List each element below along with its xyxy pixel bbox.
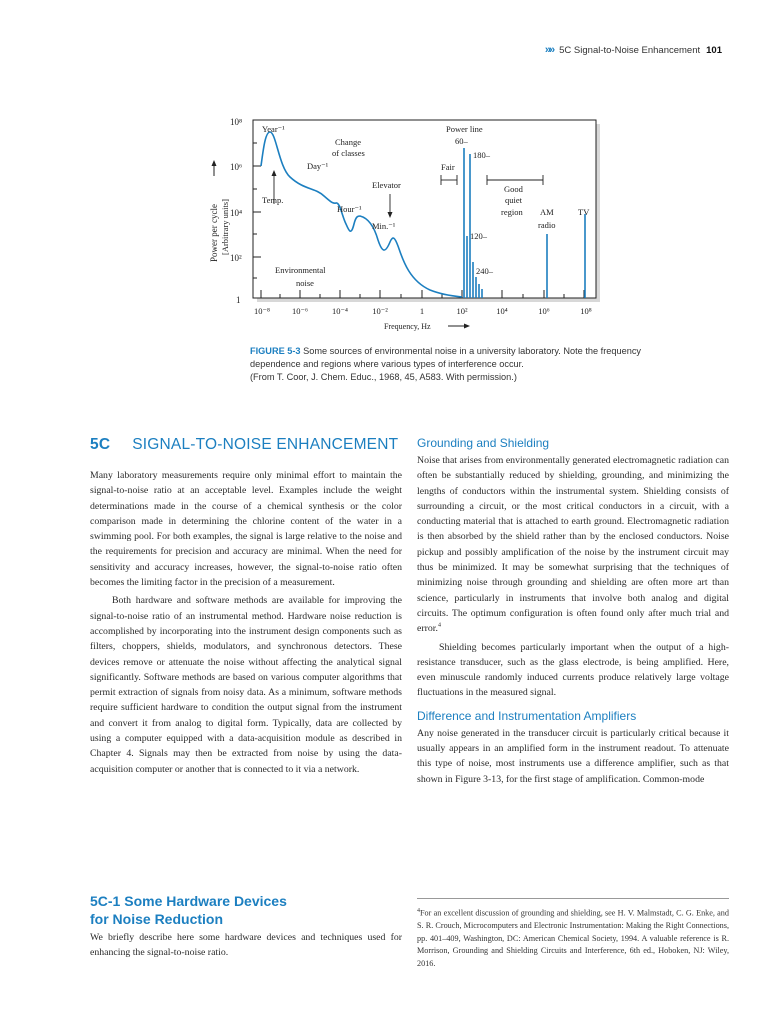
- x-tick-label: 10⁻⁶: [292, 306, 308, 316]
- chevrons-icon: »»: [544, 44, 554, 56]
- y-tick-label: 10⁸: [230, 117, 243, 127]
- annotation-good: Good: [504, 184, 523, 194]
- x-tick-label: 10⁴: [496, 306, 508, 316]
- right-column: [417, 436, 729, 787]
- y-label-line-2: [Arbitrary units]: [220, 199, 230, 255]
- footnote-reference: 4: [437, 623, 441, 629]
- annotation-min: Min.⁻¹: [372, 221, 396, 231]
- running-head: [545, 44, 722, 56]
- noise-spectrum-plot: [200, 112, 620, 344]
- y-tick-label: 10⁶: [230, 162, 243, 172]
- difference-heading: Difference and Instrumentation Amplifiers: [417, 708, 637, 723]
- annotation-240: 240–: [476, 266, 493, 276]
- section-title: SIGNAL-TO-NOISE ENHANCEMENT: [132, 436, 399, 453]
- annotation-temp: Temp.: [262, 195, 284, 205]
- figure-caption-source: (From T. Coor, J. Chem. Educ., 1968, 45, A583. With permission.): [250, 372, 517, 382]
- subsection-heading: [90, 892, 402, 928]
- grounding-paragraph-text: Noise that arises from environmentally generated electromagnetic radiation can often be substantially reduced by shielding, grounding, and minimizing the lengths of conductors within the instrumental system. Shielding consists of surrounding a circuit, or the most critical conductors in a circuit, with a conducting material that is attached to earth ground. Electromagnetic radiation is then absorbed by the shield rather than by the enclosed conductors. Noise pickup and possibly amplification of the noise by the instrument circuit may thus be minimized. It may be somewhat surprising that the techniques of minimizing noise through grounding and shielding are often more art than science, particularly in instruments that involve both analog and digital circuits. The optimum configuration is often found only after much trial and error.: [417, 455, 729, 635]
- figure-caption: [250, 345, 690, 384]
- annotation-quiet: quiet: [505, 195, 522, 205]
- x-tick-label: 10⁻²: [372, 306, 388, 316]
- figure-caption-text: Some sources of environmental noise in a university laboratory. Note the frequency dependence and regions where various types of interference occur.: [250, 346, 642, 369]
- annotation-noise: noise: [296, 278, 314, 288]
- x-tick-label: 10⁻⁴: [332, 306, 348, 316]
- grounding-heading: Grounding and Shielding: [417, 436, 550, 450]
- y-axis-label: [209, 199, 230, 262]
- annotation-environmental: Environmental: [275, 265, 326, 275]
- annotation-region: region: [501, 207, 523, 217]
- footnote-text: For an excellent discussion of grounding and shielding, see H. V. Malmstadt, C. G. Enke, and S. R. Crouch, Microcomputers and Electronic Instrumentation: Making the Right Connections, pp. 401–409, Washington, DC: American Chemical Society, 1994. A valuable reference is R. Morrison, Grounding and Shielding Circuits and Interference, 6th ed., Hoboken, NJ: Wiley, 2016.: [417, 908, 729, 968]
- annotation-power-line: Power line: [446, 124, 483, 134]
- figure-5-3: [200, 112, 620, 344]
- figure-caption-label: FIGURE 5-3: [250, 346, 301, 356]
- y-label-line-1: Power per cycle: [209, 204, 219, 262]
- running-head-title: 5C Signal-to-Noise Enhancement: [559, 44, 701, 56]
- left-column: [90, 436, 402, 777]
- x-tick-label: 1: [419, 306, 425, 316]
- y-tick-label: 10⁴: [230, 208, 243, 218]
- paragraph: Any noise generated in the transducer circuit is particularly critical because it usually appears in an amplified form in the instrument readout. To attenuate this type of noise, most instruments use a difference amplifier, such as that shown in Figure 3-13, for the first stage of amplification. Common-mode: [417, 727, 729, 785]
- x-arrow-head-icon: [464, 324, 470, 329]
- annotation-fair: Fair: [441, 162, 455, 172]
- annotation-change: Change: [335, 137, 361, 147]
- x-tick-label: 10²: [456, 306, 468, 316]
- annotation-120: 120–: [470, 231, 487, 241]
- annotation-am: AM: [540, 207, 554, 217]
- y-tick-label: 10²: [230, 253, 242, 263]
- y-tick-label: 1: [236, 295, 241, 305]
- annotation-of-classes: of classes: [332, 148, 365, 158]
- hardware-subsection: [90, 892, 402, 961]
- annotation-180: 180–: [473, 150, 490, 160]
- annotation-elevator: Elevator: [372, 180, 401, 190]
- footnote: [417, 898, 729, 970]
- x-tick-label: 10⁻⁸: [254, 306, 270, 316]
- difference-amplifiers-block: [417, 709, 729, 787]
- annotation-year: Year⁻¹: [262, 124, 285, 134]
- x-tick-label: 10⁶: [538, 306, 550, 316]
- section-number: 5C: [90, 436, 111, 453]
- annotation-tv: TV: [578, 207, 590, 217]
- paragraph: Both hardware and software methods are available for improving the signal-to-noise ratio of an instrumental method. Hardware noise reduction is accomplished by incorporating into the instrument design components such as filters, choppers, shields, modulators, and synchronous detectors. These devices remove or attenuate the noise without affecting the analytical signal significantly. Software methods are based on various computer algorithms that permit extraction of signals from noisy data. As a minimum, software methods require sufficient hardware to condition the output signal from the instrument and convert it from analog to digital form. Typically, data are collected by using a computer equipped with a data-acquisition module as described in Chapter 4. Signals may then be extracted from noise by using the data-acquisition computer or another that is connected to it via a network.: [90, 595, 402, 775]
- paragraph: [417, 453, 729, 637]
- paragraph: We briefly describe here some hardware devices and techniques used for enhancing the signal-to-noise ratio.: [90, 932, 402, 959]
- annotation-day: Day⁻¹: [307, 161, 329, 171]
- y-arrow-head-icon: [212, 160, 217, 166]
- subsection-title-line-2: for Noise Reduction: [90, 911, 224, 927]
- page-number: 101: [706, 44, 722, 56]
- footnote-mark: 4: [417, 908, 420, 914]
- x-axis-label: Frequency, Hz: [384, 322, 431, 331]
- paragraph: Shielding becomes particularly important when the output of a high-resistance transducer, such as the glass electrode, is being amplified. Here, even minuscule randomly induced currents produce relatively large voltage fluctuations in the measured signal.: [417, 641, 729, 699]
- annotation-hour: Hour⁻¹: [337, 204, 362, 214]
- annotation-radio: radio: [538, 220, 556, 230]
- section-heading: [90, 436, 402, 454]
- annotation-60: 60–: [455, 136, 468, 146]
- x-tick-label: 10⁸: [580, 306, 592, 316]
- subsection-title-line-1: 5C-1 Some Hardware Devices: [90, 893, 287, 909]
- paragraph: Many laboratory measurements require only minimal effort to maintain the signal-to-noise ratio at an acceptable level. Examples include the weight determinations made in the course of a chemical synthesis or the color comparison made in determining the chlorine content of the water in a swimming pool. For both examples, the signal is large relative to the noise and the requirements for precision and accuracy are minimal. When the need for sensitivity and accuracy increases, however, the signal-to-noise ratio often becomes the limiting factor in the precision of a measurement.: [90, 470, 402, 589]
